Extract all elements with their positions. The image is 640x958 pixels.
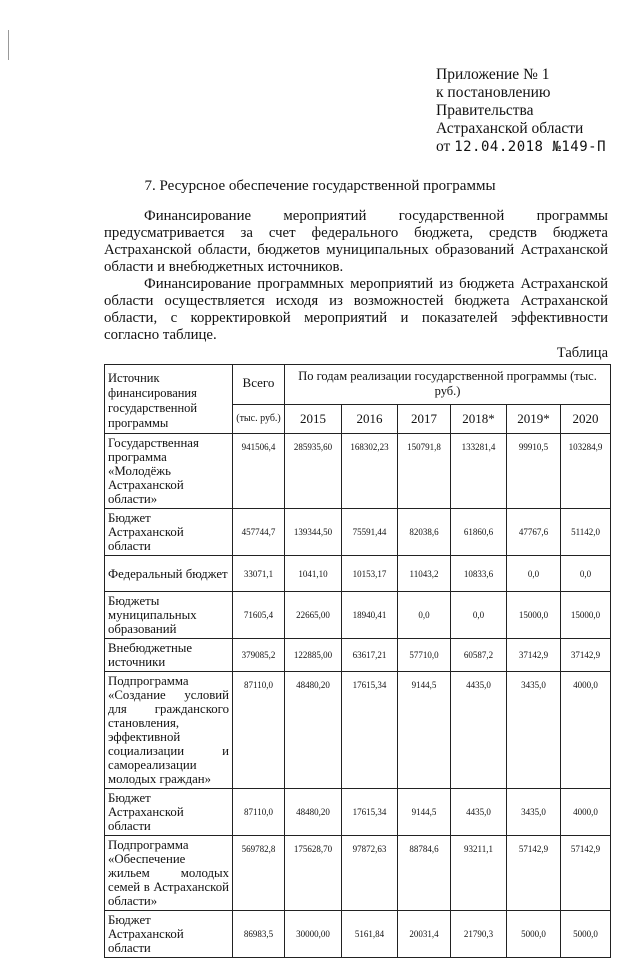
row-value: 150791,8: [398, 434, 451, 509]
row-source: Бюджет Астраханской области: [105, 911, 233, 958]
row-value: 0,0: [507, 556, 561, 592]
row-total: 86983,5: [233, 911, 285, 958]
row-total: 941506,4: [233, 434, 285, 509]
row-value: 48480,20: [285, 672, 342, 789]
row-value: 22665,00: [285, 592, 342, 639]
row-source: Федеральный бюджет: [105, 556, 233, 592]
row-value: 9144,5: [398, 789, 451, 836]
row-value: 5000,0: [507, 911, 561, 958]
row-total: 457744,7: [233, 509, 285, 556]
budget-table: [104, 364, 611, 958]
appendix-line: к постановлению: [436, 84, 551, 101]
paragraph: Финансирование программных мероприятий из бюджета Астраханской области осуществляется исходя из возможностей бюджета Астраханской области, с корректировкой мероприятий и показателей эффективности согласно таблице.: [104, 276, 608, 343]
row-source: Внебюджетные источники: [105, 639, 233, 672]
row-value: 99910,5: [507, 434, 561, 509]
row-value: 18940,41: [342, 592, 398, 639]
row-value: 3435,0: [507, 789, 561, 836]
row-value: 10833,6: [451, 556, 507, 592]
table-row: [105, 556, 611, 592]
row-value: 57142,9: [507, 836, 561, 911]
row-value: 97872,63: [342, 836, 398, 911]
row-value: 75591,44: [342, 509, 398, 556]
row-value: 4000,0: [561, 789, 611, 836]
table-row: [105, 434, 611, 509]
paragraph: Финансирование мероприятий государственной программы предусматривается за счет федерального бюджета, средств бюджета Астраханской области, бюджетов муниципальных образований Астраханской области и внебюджетных источников.: [104, 208, 608, 275]
row-value: 63617,21: [342, 639, 398, 672]
row-value: 168302,23: [342, 434, 398, 509]
header-years-group: По годам реализации государственной программы (тыс. руб.): [285, 365, 611, 405]
row-value: 133281,4: [451, 434, 507, 509]
row-value: 37142,9: [561, 639, 611, 672]
row-value: 139344,50: [285, 509, 342, 556]
row-value: 82038,6: [398, 509, 451, 556]
header-year: 2017: [398, 404, 451, 433]
header-source: Источник финансирования государственной программы: [105, 365, 233, 434]
row-value: 11043,2: [398, 556, 451, 592]
row-value: 48480,20: [285, 789, 342, 836]
row-value: 4435,0: [451, 789, 507, 836]
margin-mark: [8, 30, 9, 60]
table-row: [105, 509, 611, 556]
row-value: 5000,0: [561, 911, 611, 958]
row-value: 1041,10: [285, 556, 342, 592]
row-value: 30000,00: [285, 911, 342, 958]
appendix-date-prefix: от: [436, 138, 451, 155]
appendix-line: Астраханской области: [436, 120, 584, 137]
table-caption: Таблица: [556, 345, 608, 361]
row-value: 93211,1: [451, 836, 507, 911]
row-value: 103284,9: [561, 434, 611, 509]
row-value: 15000,0: [507, 592, 561, 639]
row-value: 3435,0: [507, 672, 561, 789]
row-value: 0,0: [398, 592, 451, 639]
header-unit: (тыс. руб.): [233, 404, 285, 433]
header-year: 2016: [342, 404, 398, 433]
row-value: 9144,5: [398, 672, 451, 789]
appendix-date-stamp: 12.04.2018 №149-П: [454, 139, 606, 155]
row-value: 4000,0: [561, 672, 611, 789]
row-value: 88784,6: [398, 836, 451, 911]
row-source: Государственная программа «Молодёжь Астраханской области»: [105, 434, 233, 509]
header-year: 2020: [561, 404, 611, 433]
row-value: 17615,34: [342, 789, 398, 836]
appendix-line: Приложение № 1: [436, 66, 550, 83]
appendix-date: [436, 138, 606, 156]
row-value: 15000,0: [561, 592, 611, 639]
header-year: 2019*: [507, 404, 561, 433]
row-value: 61860,6: [451, 509, 507, 556]
row-value: 51142,0: [561, 509, 611, 556]
row-source: Бюджет Астраханской области: [105, 789, 233, 836]
row-total: 71605,4: [233, 592, 285, 639]
row-value: 17615,34: [342, 672, 398, 789]
row-total: 33071,1: [233, 556, 285, 592]
row-source: Подпрограмма «Создание условий для гражданского становления, эффективной социализации и самореализации молодых граждан»: [105, 672, 233, 789]
row-value: 47767,6: [507, 509, 561, 556]
row-source: Подпрограмма «Обеспечение жильем молодых семей в Астраханской области»: [105, 836, 233, 911]
header-year: 2015: [285, 404, 342, 433]
table-row: [105, 836, 611, 911]
table-row: [105, 639, 611, 672]
appendix-line: Правительства: [436, 102, 534, 119]
row-value: 285935,60: [285, 434, 342, 509]
row-value: 0,0: [451, 592, 507, 639]
body-text: [104, 208, 608, 344]
row-total: 379085,2: [233, 639, 285, 672]
row-value: 4435,0: [451, 672, 507, 789]
section-title: 7. Ресурсное обеспечение государственной программы: [144, 178, 496, 194]
row-value: 57710,0: [398, 639, 451, 672]
row-value: 21790,3: [451, 911, 507, 958]
row-value: 57142,9: [561, 836, 611, 911]
table-row: [105, 789, 611, 836]
header-total: Всего: [233, 365, 285, 405]
row-total: 87110,0: [233, 672, 285, 789]
row-value: 0,0: [561, 556, 611, 592]
table-row: [105, 911, 611, 958]
row-total: 87110,0: [233, 789, 285, 836]
row-value: 5161,84: [342, 911, 398, 958]
header-year: 2018*: [451, 404, 507, 433]
row-value: 37142,9: [507, 639, 561, 672]
row-source: Бюджеты муниципальных образований: [105, 592, 233, 639]
row-value: 20031,4: [398, 911, 451, 958]
row-value: 122885,00: [285, 639, 342, 672]
row-source: Бюджет Астраханской области: [105, 509, 233, 556]
table-row: [105, 672, 611, 789]
row-value: 10153,17: [342, 556, 398, 592]
row-value: 60587,2: [451, 639, 507, 672]
row-value: 175628,70: [285, 836, 342, 911]
table-row: [105, 592, 611, 639]
appendix-block: [436, 66, 606, 156]
row-total: 569782,8: [233, 836, 285, 911]
